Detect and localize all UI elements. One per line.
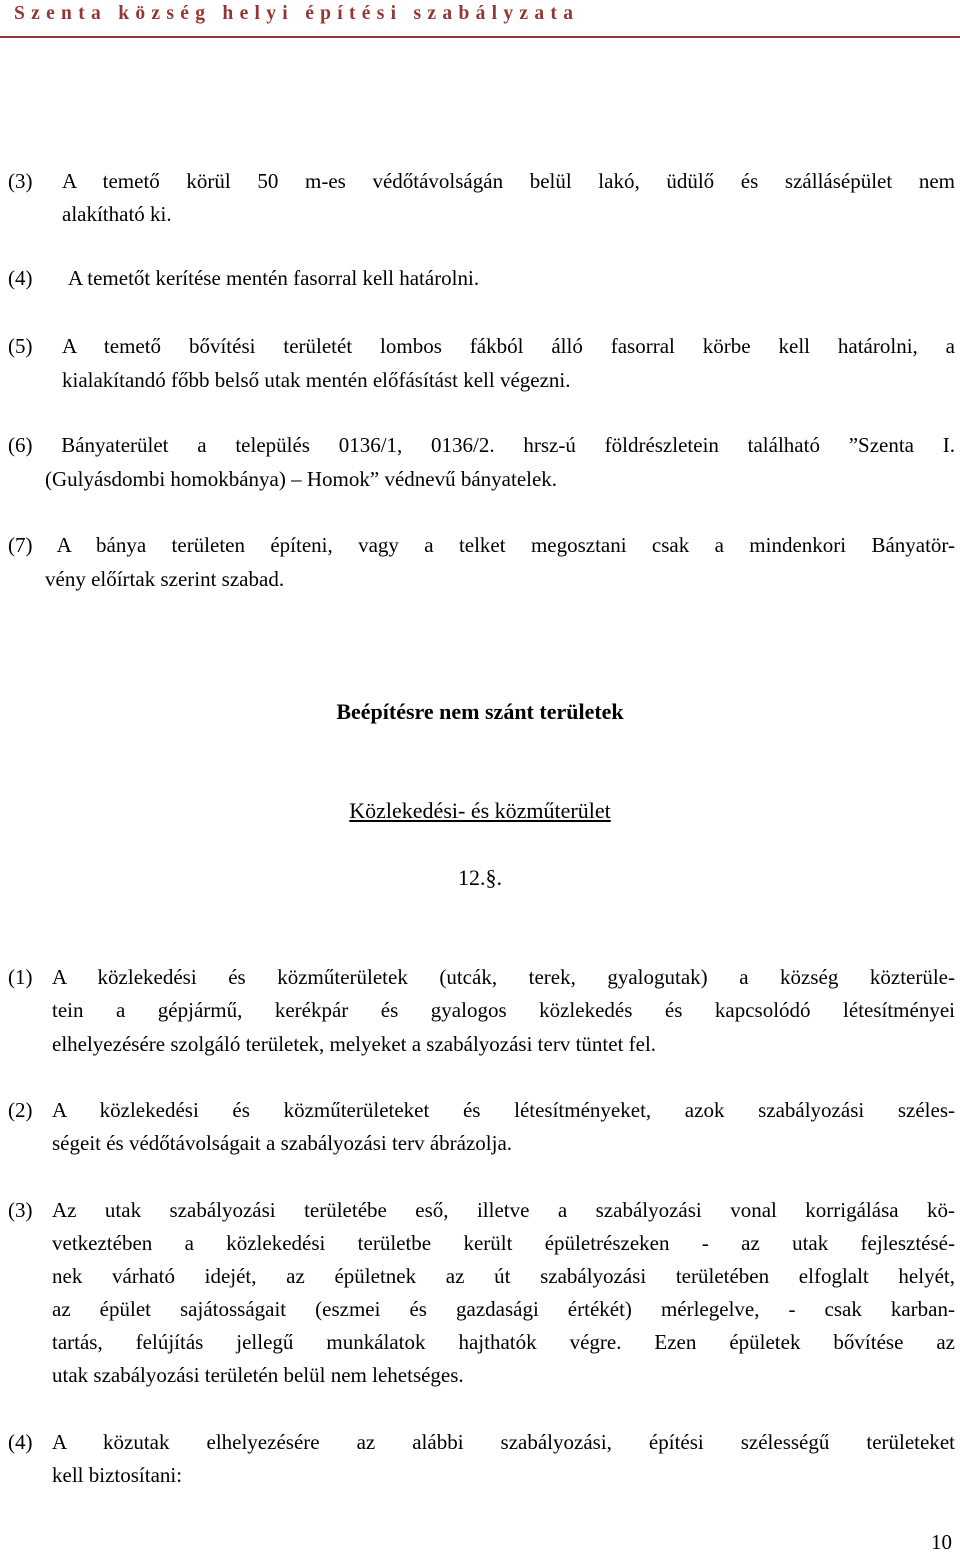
rule-2-line-2: ségeit és védőtávolságait a szabályozási terv ábrázolja. [52, 1131, 513, 1155]
page-header: Szenta község helyi építési szabályzata [14, 3, 580, 24]
page-number: 10 [931, 1530, 952, 1554]
rule-3-line-3: nek várható idejét, az épületnek az út szabályozási területében elfoglalt helyét, [52, 1264, 955, 1288]
rule-4-line-1: A közutak elhelyezésére az alábbi szabályozási, építési szélességű területeket [52, 1430, 955, 1454]
header-rule [0, 36, 960, 38]
para-7-line-2: vény előírtak szerint szabad. [45, 567, 285, 591]
section-subtitle: Közlekedési- és közműterület [349, 798, 611, 823]
rule-1-line-2: tein a gépjármű, kerékpár és gyalogos közlekedés és kapcsolódó létesítményei [52, 998, 955, 1022]
rule-1-line-1: A közlekedési és közműterületek (utcák, terek, gyalogutak) a község közterüle- [52, 965, 955, 989]
rule-2-number: (2) [8, 1098, 33, 1122]
rule-3-line-1: Az utak szabályozási területébe eső, illetve a szabályozási vonal korrigálása kö- [52, 1198, 955, 1222]
para-3-number: (3) [8, 169, 33, 193]
para-3-line-2: alakítható ki. [62, 202, 172, 226]
rule-1-number: (1) [8, 965, 33, 989]
rule-3-line-6: utak szabályozási területén belül nem lehetséges. [52, 1363, 464, 1387]
rule-4-number: (4) [8, 1430, 33, 1454]
para-5-line-1: A temető bővítési területét lombos fákból álló fasorral körbe kell határolni, a [62, 334, 955, 358]
para-7-line-1: (7) A bánya területen építeni, vagy a telket megosztani csak a mindenkori Bányatör- [8, 533, 955, 557]
para-3-line-1: A temető körül 50 m-es védőtávolságán belül lakó, üdülő és szállásépület nem [62, 169, 955, 193]
para-6-line-1: (6) Bányaterület a település 0136/1, 0136/2. hrsz-ú földrészletein található ”Szenta I. [8, 433, 955, 457]
rule-3-line-5: tartás, felújítás jellegű munkálatok hajthatók végre. Ezen épületek bővítése az [52, 1330, 955, 1354]
rule-3-number: (3) [8, 1198, 33, 1222]
para-4-number: (4) [8, 266, 33, 290]
rule-3-line-2: vetkeztében a közlekedési területbe került épületrészeken - az utak fejlesztésé- [52, 1231, 955, 1255]
rule-4-line-2: kell biztosítani: [52, 1463, 183, 1487]
para-5-line-2: kialakítandó főbb belső utak mentén előfásítást kell végezni. [62, 368, 571, 392]
para-4-line-1: A temetőt kerítése mentén fasorral kell határolni. [68, 266, 480, 290]
para-6-line-2: (Gulyásdombi homokbánya) – Homok” védnevű bányatelek. [45, 467, 558, 491]
rule-3-line-4: az épület sajátosságait (eszmei és gazdasági értékét) mérlegelve, - csak karban- [52, 1297, 955, 1321]
para-5-number: (5) [8, 334, 33, 358]
section-number: 12.§. [458, 865, 502, 890]
section-title: Beépítésre nem szánt területek [336, 699, 624, 724]
rule-1-line-3: elhelyezésére szolgáló területek, melyeket a szabályozási terv tüntet fel. [52, 1032, 657, 1056]
rule-2-line-1: A közlekedési és közműterületeket és létesítményeket, azok szabályozási széles- [52, 1098, 955, 1122]
